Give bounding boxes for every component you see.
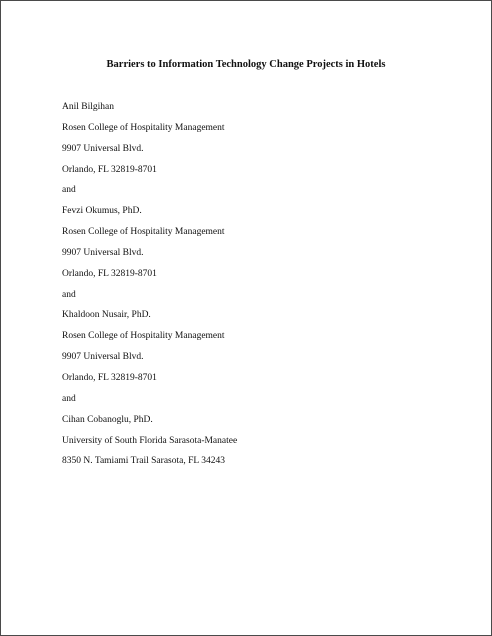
author-city-state-zip: Orlando, FL 32819-8701 [62,372,157,383]
author-affiliation: Rosen College of Hospitality Management [62,331,225,342]
author-separator: and [62,393,76,404]
author-list [62,100,237,475]
author-city-state-zip: Orlando, FL 32819-8701 [62,164,157,175]
author-street-address: 9907 Universal Blvd. [62,247,144,258]
author-street-address: 9907 Universal Blvd. [62,352,144,363]
author-name: Khaldoon Nusair, PhD. [62,310,151,321]
paper-title: Barriers to Information Technology Change Projects in Hotels [106,59,386,70]
author-name: Cihan Cobanoglu, PhD. [62,414,153,425]
author-name: Fevzi Okumus, PhD. [62,206,142,217]
author-separator: and [62,185,76,196]
author-name: Anil Bilgihan [62,102,114,112]
author-street-address: 9907 Universal Blvd. [62,143,144,154]
author-separator: and [62,289,76,300]
author-city-state-zip: Orlando, FL 32819-8701 [62,268,157,279]
author-affiliation: University of South Florida Sarasota-Manatee [62,435,238,446]
author-street-address: 8350 N. Tamiami Trail Sarasota, FL 34243 [62,456,225,467]
author-affiliation: Rosen College of Hospitality Management [62,122,225,133]
author-affiliation: Rosen College of Hospitality Management [62,227,225,238]
